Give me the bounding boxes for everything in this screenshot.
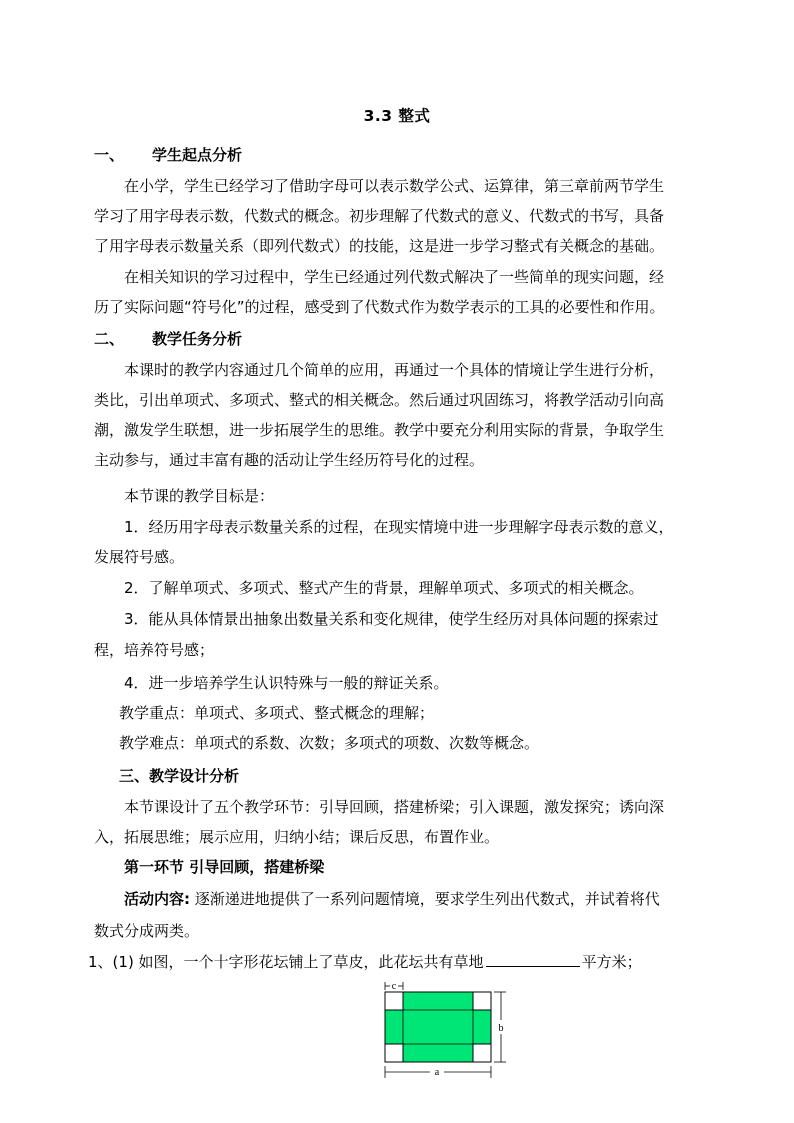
section-heading-1 [94,145,714,165]
paragraph-line: 入，拓展思维；展示应用，归纳小结；课后反思，布置作业。 [94,828,500,846]
question-line [88,952,708,972]
paragraph-line: 学习了用字母表示数，代数式的概念。初步理解了代数式的意义、代数式的书写，具备 [94,207,665,225]
section-heading-2 [94,329,714,349]
difficult-point: 教学难点：单项式的系数、次数；多项式的项数、次数等概念。 [119,734,540,752]
goal-item: 2．了解单项式、多项式、整式产生的背景，理解单项式、多项式的相关概念。 [124,579,644,597]
section-number: 一、 [94,146,125,164]
b-label: b [498,1023,504,1034]
paragraph-line: 类比，引出单项式、多项式、整式的相关概念。然后通过巩固练习，将教学活动引向高 [94,391,665,409]
paragraph-line: 本课时的教学内容通过几个简单的应用，再通过一个具体的情境让学生进行分析， [124,361,665,379]
question-suffix: 平方米； [581,953,642,971]
paragraph-line: 历了实际问题“符号化”的过程，感受到了代数式作为数学表示的工具的必要性和作用。 [94,298,665,316]
section-title: 教学任务分析 [152,330,243,348]
flower-bed-figure [372,978,532,1088]
section-heading-3: 三、教学设计分析 [119,767,240,785]
goal-item: 4．进一步培养学生认识特殊与一般的辩证关系。 [124,674,449,692]
paragraph-line: 主动参与，通过丰富有趣的活动让学生经历符号化的过程。 [94,451,485,469]
section-number: 二、 [94,330,125,348]
paragraph-line: 了用字母表示数量关系（即列代数式）的技能，这是进一步学习整式有关概念的基础。 [94,237,665,255]
goal-item-cont: 发展符号感。 [94,548,185,566]
answer-blank [486,952,580,967]
key-point: 教学重点：单项式、多项式、整式概念的理解； [119,704,435,722]
goal-item-cont: 程，培养符号感； [94,641,215,659]
paragraph-line: 潮，激发学生联想，进一步拓展学生的思维。教学中要充分利用实际的背景，争取学生 [94,421,665,439]
activity-text: 逐渐递进地提供了一系列问题情境，要求学生列出代数式，并试着将代 [190,890,660,908]
activity-label: 活动内容: [124,890,190,908]
goal-item: 1．经历用字母表示数量关系的过程，在现实情境中进一步理解字母表示数的意义， [124,518,674,536]
a-label: a [434,1067,440,1078]
activity-line [94,889,744,909]
paragraph-line: 本节课的教学目标是： [124,487,275,505]
goal-item: 3．能从具体情景出抽象出数量关系和变化规律，使学生经历对具体问题的探索过 [124,610,659,628]
question-text: 1、(1) 如图，一个十字形花坛铺上了草皮，此花坛共有草地 [88,953,484,971]
section-title: 学生起点分析 [152,146,243,164]
paragraph-line: 在相关知识的学习过程中，学生已经通过列代数式解决了一些简单的现实问题，经 [124,268,665,286]
subsection-heading: 第一环节 引导回顾，搭建桥梁 [124,858,325,876]
paragraph-line: 在小学，学生已经学习了借助字母可以表示数学公式、运算律，第三章前两节学生 [124,177,665,195]
page-title: 3.3 整式 [363,107,431,125]
c-label: c [391,981,397,992]
grass-cross [385,992,491,1062]
paragraph-line: 本节课设计了五个教学环节：引导回顾，搭建桥梁；引入课题，激发探究；诱向深 [124,798,665,816]
paragraph-line: 数式分成两类。 [94,922,200,940]
